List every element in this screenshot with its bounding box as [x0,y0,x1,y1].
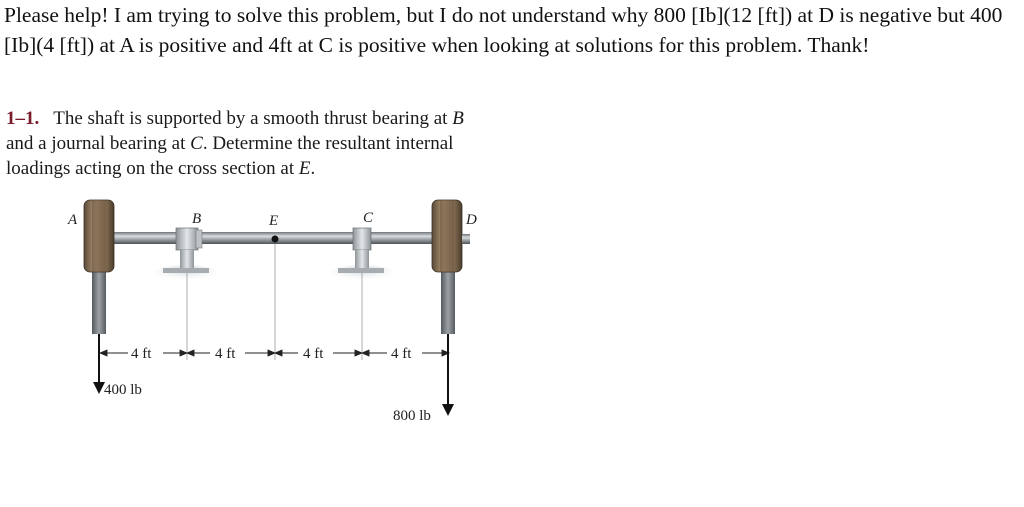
dimension-ab: 4 ft [131,346,152,362]
problem-number: 1–1. [6,108,40,129]
problem-statement [6,106,566,181]
problem-line2-a: and a journal bearing at [6,133,186,154]
shaft [106,232,460,244]
label-a: A [68,212,78,228]
point-e [272,236,279,243]
extension-lines [187,244,362,360]
label-c: C [363,210,374,226]
shaft-figure [0,190,500,430]
problem-line3-c: . [310,158,316,179]
problem-line1-a: The shaft is supported by a smooth thrust bearing at [53,108,448,129]
label-d: D [466,212,477,228]
dimension-be: 4 ft [215,346,236,362]
load-arrow-right [442,334,454,416]
problem-var-b: B [452,108,464,129]
load-label-right: 800 lb [393,408,431,424]
problem-line2-c: . Determine the resultant internal [202,133,454,154]
dimension-cd: 4 ft [391,346,412,362]
problem-var-e: E [298,158,311,179]
load-label-left: 400 lb [104,382,142,398]
label-e: E [269,213,279,229]
problem-line3-a: loadings acting on the cross section at [6,158,295,179]
label-b: B [192,211,202,227]
problem-var-c: C [190,133,203,154]
pulley-d [432,200,470,272]
question-text: Please help! I am trying to solve this problem, but I do not understand why 800 [Ib](12 [ft]) at D is negative but 400 [Ib](4 [ft]) at A is positive and 4ft at C is positive when looking at solutions for this problem. Thank! [4,3,1003,57]
dimension-ec: 4 ft [303,346,324,362]
pulley-a [84,200,114,272]
